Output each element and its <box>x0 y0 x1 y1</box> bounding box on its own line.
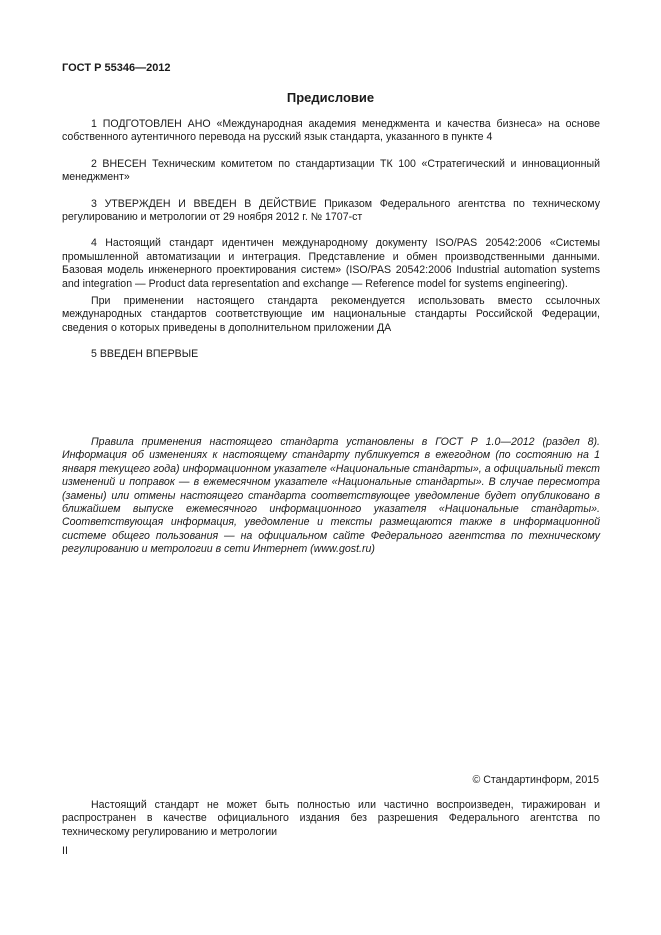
paragraph-first-introduced: 5 ВВЕДЕН ВПЕРВЫЕ <box>91 348 199 361</box>
paragraph-approved: 3 УТВЕРЖДЕН И ВВЕДЕН В ДЕЙСТВИЕ Приказом Федерального агентства по техническому регулированию и метрологии от 29 ноября 2012 г. № 1707-ст <box>62 197 600 224</box>
paragraph-national-standards-note: При применении настоящего стандарта рекомендуется использовать вместо ссылочных международных стандартов соответствующие им национальные стандарты Российской Федерации, сведения о которых приведены в дополнительном приложении ДА <box>62 295 600 334</box>
paragraph-identical-standard: 4 Настоящий стандарт идентичен международному документу ISO/PAS 20542:2006 «Системы промышленной автоматизации и интеграция. Представление и обмен производственными данными. Базовая модель инженерного проектирования систем» (ISO/PAS 20542:2006 Industrial automation systems and integration — Product data representation and exchange — Reference model for systems engineering). <box>62 237 600 290</box>
preface-body <box>62 118 600 362</box>
paragraph-introduced-by: 2 ВНЕСЕН Техническим комитетом по стандартизации ТК 100 «Стратегический и инновационный менеджмент» <box>62 157 600 184</box>
page-title: Предисловие <box>286 90 375 105</box>
document-code: ГОСТ Р 55346—2012 <box>62 62 171 74</box>
copyright-line: © Стандартинформ, 2015 <box>472 774 599 786</box>
paragraph-prepared-by: 1 ПОДГОТОВЛЕН АНО «Международная академия менеджмента и качества бизнеса» на основе собственного аутентичного перевода на русский язык стандарта, указанного в пункте 4 <box>62 118 600 144</box>
reproduction-notice: Настоящий стандарт не может быть полностью или частично воспроизведен, тиражирован и распространен в качестве официального издания без разрешения Федерального агентства по техническому регулированию и метрологии <box>62 799 600 838</box>
page-number: II <box>62 845 68 857</box>
application-rules-notice: Правила применения настоящего стандарта установлены в ГОСТ Р 1.0—2012 (раздел 8). Информация об изменениях к настоящему стандарту публикуется в ежегодном (по состоянию на 1 января текущего года) информационном указателе «Национальные стандарты», а официальный текст изменений и поправок — в ежемесячном указателе «Национальные стандарты». В случае пересмотра (замены) или отмены настоящего стандарта соответствующее уведомление будет опубликовано в ближайшем выпуске ежемесячного информационного указателя «Национальные стандарты». Соответствующая информация, уведомление и тексты размещаются также в информационной системе общего пользования — на официальном сайте Федерального агентства по техническому регулированию и метрологии в сети Интернет (www.gost.ru) <box>62 436 600 556</box>
